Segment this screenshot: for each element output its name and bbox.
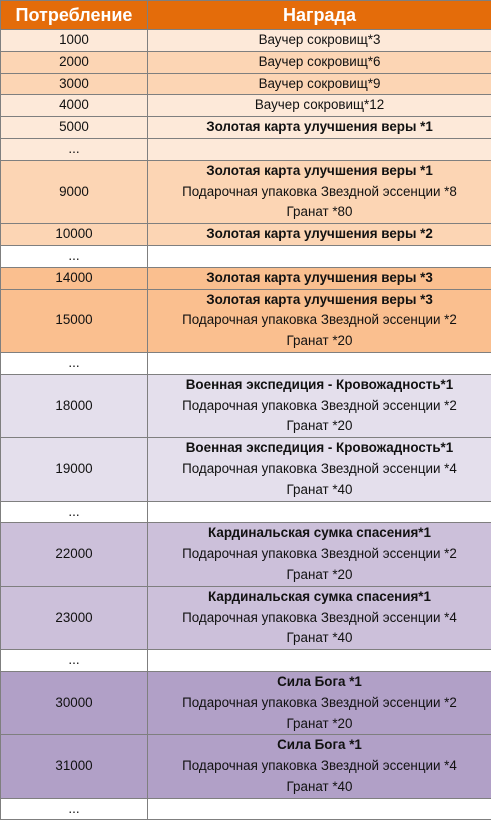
- table-row: [1, 117, 491, 139]
- reward-line: Подарочная упаковка Звездной эссенции *2: [148, 396, 491, 417]
- empty-cell: [148, 138, 491, 160]
- amount-cell: 4000: [1, 95, 148, 117]
- reward-line: Ваучер сокровищ*9: [259, 76, 381, 91]
- table-row: [1, 735, 491, 798]
- table-row: [1, 671, 491, 734]
- table-row: [1, 586, 491, 649]
- reward-line: Подарочная упаковка Звездной эссенции *4: [148, 459, 491, 480]
- reward-line: Военная экспедиция - Кровожадность*1: [148, 375, 491, 396]
- reward-line: Золотая карта улучшения веры *2: [206, 226, 433, 241]
- reward-line: Кардинальская сумка спасения*1: [148, 523, 491, 544]
- amount-cell: 31000: [1, 735, 148, 798]
- reward-line: Гранат *40: [148, 628, 491, 649]
- reward-line: Ваучер сокровищ*12: [255, 97, 384, 112]
- reward-line: Сила Бога *1: [148, 735, 491, 756]
- reward-cell: [148, 523, 491, 586]
- table-row: [1, 138, 491, 160]
- amount-cell: 14000: [1, 267, 148, 289]
- table-row: [1, 267, 491, 289]
- amount-cell: 1000: [1, 30, 148, 52]
- reward-line: Гранат *40: [148, 777, 491, 798]
- reward-cell: [148, 117, 491, 139]
- amount-cell: 15000: [1, 289, 148, 352]
- reward-line: Гранат *20: [148, 714, 491, 735]
- reward-cell: [148, 267, 491, 289]
- empty-cell: [148, 352, 491, 374]
- reward-cell: [148, 289, 491, 352]
- reward-line: Гранат *80: [148, 202, 491, 223]
- amount-cell: 23000: [1, 586, 148, 649]
- reward-line: Золотая карта улучшения веры *3: [206, 270, 433, 285]
- reward-line: Гранат *20: [148, 331, 491, 352]
- table-row: [1, 352, 491, 374]
- table-row: [1, 650, 491, 672]
- table-row: [1, 160, 491, 223]
- reward-cell: [148, 51, 491, 73]
- reward-line: Золотая карта улучшения веры *3: [148, 290, 491, 311]
- table-row: [1, 51, 491, 73]
- reward-line: Ваучер сокровищ*3: [259, 32, 381, 47]
- ellipsis-cell: ...: [1, 138, 148, 160]
- table-row: [1, 374, 491, 437]
- reward-line: Кардинальская сумка спасения*1: [148, 587, 491, 608]
- reward-line: Военная экспедиция - Кровожадность*1: [148, 438, 491, 459]
- reward-line: Ваучер сокровищ*6: [259, 54, 381, 69]
- amount-cell: 3000: [1, 73, 148, 95]
- table-row: [1, 798, 491, 820]
- reward-line: Золотая карта улучшения веры *1: [148, 161, 491, 182]
- reward-line: Сила Бога *1: [148, 672, 491, 693]
- ellipsis-cell: ...: [1, 501, 148, 523]
- empty-cell: [148, 798, 491, 820]
- ellipsis-cell: ...: [1, 352, 148, 374]
- reward-cell: [148, 735, 491, 798]
- table-row: [1, 224, 491, 246]
- reward-line: Золотая карта улучшения веры *1: [206, 119, 433, 134]
- table-row: [1, 30, 491, 52]
- reward-cell: [148, 73, 491, 95]
- empty-cell: [148, 650, 491, 672]
- empty-cell: [148, 501, 491, 523]
- reward-cell: [148, 160, 491, 223]
- amount-cell: 2000: [1, 51, 148, 73]
- reward-cell: [148, 224, 491, 246]
- table-row: [1, 438, 491, 501]
- reward-cell: [148, 95, 491, 117]
- amount-cell: 18000: [1, 374, 148, 437]
- reward-line: Гранат *20: [148, 416, 491, 437]
- header-row: [1, 1, 491, 30]
- table-row: [1, 245, 491, 267]
- reward-line: Подарочная упаковка Звездной эссенции *2: [148, 310, 491, 331]
- reward-line: Подарочная упаковка Звездной эссенции *4: [148, 608, 491, 629]
- reward-line: Гранат *20: [148, 565, 491, 586]
- amount-cell: 5000: [1, 117, 148, 139]
- header-consumption: Потребление: [1, 1, 148, 30]
- amount-cell: 10000: [1, 224, 148, 246]
- ellipsis-cell: ...: [1, 245, 148, 267]
- amount-cell: 9000: [1, 160, 148, 223]
- reward-cell: [148, 438, 491, 501]
- reward-cell: [148, 671, 491, 734]
- reward-line: Подарочная упаковка Звездной эссенции *2: [148, 544, 491, 565]
- table-row: [1, 289, 491, 352]
- table-row: [1, 73, 491, 95]
- table-row: [1, 501, 491, 523]
- reward-cell: [148, 586, 491, 649]
- amount-cell: 30000: [1, 671, 148, 734]
- table-row: [1, 95, 491, 117]
- empty-cell: [148, 245, 491, 267]
- ellipsis-cell: ...: [1, 798, 148, 820]
- reward-line: Подарочная упаковка Звездной эссенции *8: [148, 182, 491, 203]
- ellipsis-cell: ...: [1, 650, 148, 672]
- reward-line: Гранат *40: [148, 480, 491, 501]
- amount-cell: 19000: [1, 438, 148, 501]
- reward-cell: [148, 374, 491, 437]
- reward-line: Подарочная упаковка Звездной эссенции *2: [148, 693, 491, 714]
- amount-cell: 22000: [1, 523, 148, 586]
- reward-cell: [148, 30, 491, 52]
- reward-line: Подарочная упаковка Звездной эссенции *4: [148, 756, 491, 777]
- table-row: [1, 523, 491, 586]
- header-reward: Награда: [148, 1, 491, 30]
